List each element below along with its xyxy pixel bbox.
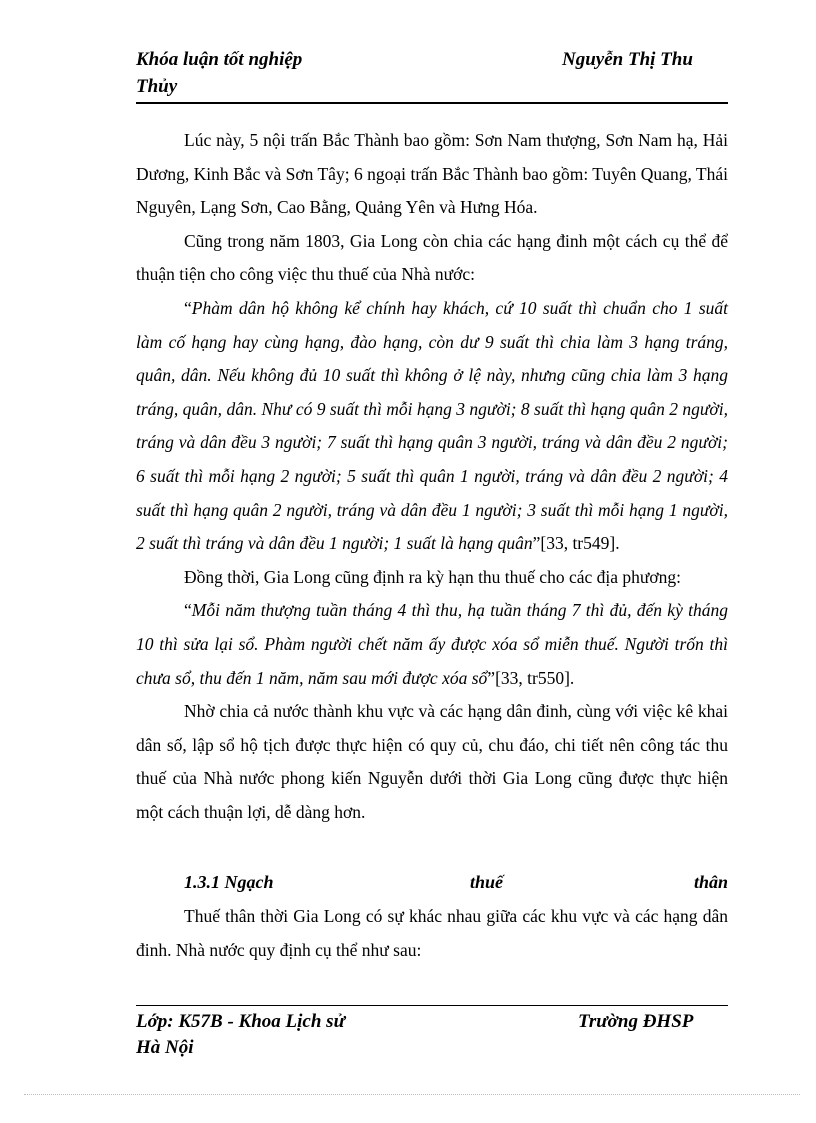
- page-header: [136, 46, 728, 104]
- quote-2-citation: ”[33, tr550].: [487, 667, 575, 688]
- page-footer: [136, 1009, 728, 1065]
- quote-2-open-mark: “: [184, 600, 192, 621]
- paragraph-5: Thuế thân thời Gia Long có sự khác nhau giữa các khu vực và các hạng dân đinh. Nhà nước quy định cụ thể như sau:: [136, 906, 728, 960]
- header-divider: [136, 102, 728, 104]
- section-heading-word-3: thân: [693, 872, 728, 892]
- header-author-name: Nguyễn Thị Thu: [562, 49, 693, 70]
- quote-1: [136, 292, 728, 561]
- paragraph-4: Nhờ chia cả nước thành khu vực và các hạng dân đinh, cùng với việc kê khai dân số, lập sổ hộ tịch được thực hiện có quy củ, chu đáo, chi tiết nên công tác thu thuế của Nhà nước phong kiến Nguyễn dưới thời Gia Long cũng được thực hiện một cách thuận lợi, dễ dàng hơn.: [136, 701, 728, 822]
- footer-divider: [136, 1005, 728, 1006]
- quote-1-text: Phàm dân hộ không kể chính hay khách, cứ 10 suất thì chuẩn cho 1 suất làm cố hạng hay cùng hạng, đào hạng, còn dư 9 suất thì chia làm 3 hạng tráng, quân, dân. Nếu không đủ 10 suất thì không ở lệ này, nhưng cũng chia làm 3 hạng tráng, quân, dân. Như có 9 suất thì mỗi hạng 3 người; 8 suất thì hạng quân 2 người, tráng và dân đều 3 người; 7 suất thì hạng quân 3 người, tráng và dân đều 2 người; 6 suất thì mỗi hạng 2 người; 5 suất thì quân 1 người, tráng và dân đều 2 người; 4 suất thì hạng quân 2 người, tráng và dân đều 1 người; 3 suất thì mỗi hạng 1 người, 2 suất thì tráng và dân đều 1 người; 1 suất là hạng quân: [136, 297, 728, 554]
- section-heading-word-2: thuế: [470, 872, 504, 892]
- header-author-name-continued: Thủy: [136, 76, 178, 97]
- paragraph-1: Lúc này, 5 nội trấn Bắc Thành bao gồm: Sơn Nam thượng, Sơn Nam hạ, Hải Dương, Kinh Bắc và Sơn Tây; 6 ngoại trấn Bắc Thành bao gồm: Tuyên Quang, Thái Nguyên, Lạng Sơn, Cao Bằng, Quảng Yên và Hưng Hóa.: [136, 130, 728, 218]
- section-number-title: 1.3.1 Ngạch: [184, 872, 274, 892]
- header-thesis-label: Khóa luận tốt nghiệp: [136, 49, 303, 70]
- quote-2-text: Mỗi năm thượng tuần tháng 4 thì thu, hạ tuần tháng 7 thì đủ, đến kỳ tháng 10 thì sửa lại sổ. Phàm người chết năm ấy được xóa sổ miễn thuế. Người trốn thì chưa sổ, thu đến 1 năm, năm sau mới được xóa sổ: [136, 600, 728, 688]
- footer-university-continued: Hà Nội: [136, 1037, 194, 1058]
- footer-class-label: Lớp: K57B - Khoa Lịch sử: [136, 1011, 345, 1032]
- body-text: [136, 124, 728, 829]
- quote-1-citation: ”[33, tr549].: [532, 533, 620, 554]
- body-text-continued: [136, 899, 728, 967]
- paragraph-2: Cũng trong năm 1803, Gia Long còn chia các hạng đinh một cách cụ thể để thuận tiện cho công việc thu thuế của Nhà nước:: [136, 230, 728, 285]
- page-bottom-dotted-rule: [24, 1094, 800, 1095]
- quote-1-open-mark: “: [184, 297, 192, 318]
- section-heading: [184, 866, 728, 898]
- quote-2: [136, 594, 728, 695]
- footer-university: Trường ĐHSP: [578, 1011, 694, 1032]
- paragraph-3: Đồng thời, Gia Long cũng định ra kỳ hạn thu thuế cho các địa phương:: [184, 566, 681, 587]
